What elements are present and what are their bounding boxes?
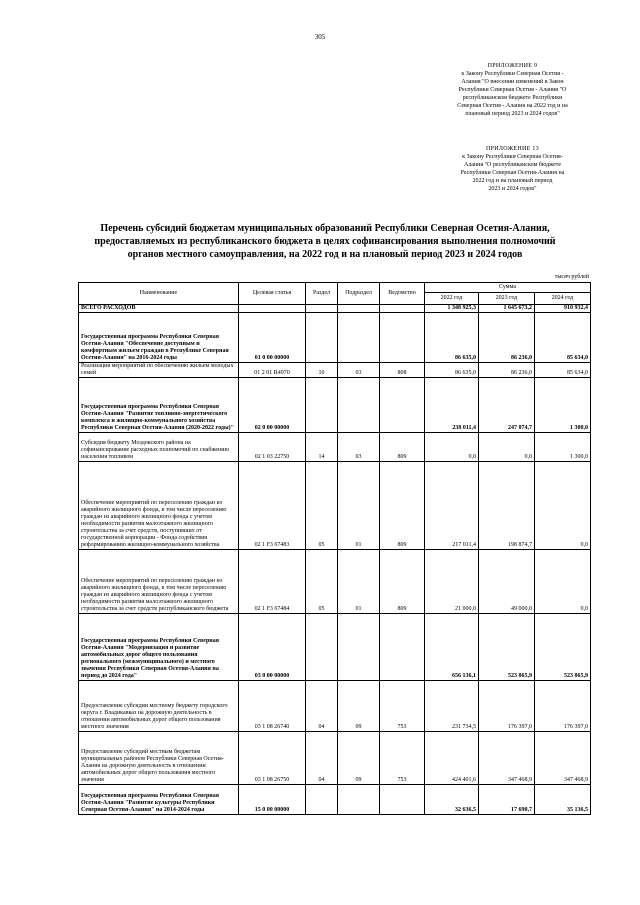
table-row xyxy=(79,313,591,363)
row-value-2022: 424 401,6 xyxy=(425,732,479,785)
appendix-9-line: Алания "О внесении изменений в Закон xyxy=(461,79,564,85)
row-value-2022: 656 136,1 xyxy=(425,614,479,681)
empty-cell xyxy=(380,305,425,313)
row-subsection xyxy=(338,614,380,681)
row-subsection xyxy=(338,785,380,815)
row-subsection: 01 xyxy=(338,462,380,550)
row-subsection xyxy=(338,378,380,433)
row-value-2024: 347 468,9 xyxy=(535,732,591,785)
row-section: 04 xyxy=(306,681,338,732)
row-value-2022: 32 636,5 xyxy=(425,785,479,815)
row-subsection: 03 xyxy=(338,363,380,378)
row-target-article: 01 2 01 R4970 xyxy=(239,363,306,378)
row-value-2023: 523 865,9 xyxy=(479,614,535,681)
row-name: Субсидия бюджету Моздокского района на софинансирование расходных полномочий по снабжению населения топливом xyxy=(79,433,239,462)
appendix-13-title: ПРИЛОЖЕНИЕ 13 xyxy=(485,146,540,152)
row-value-2022: 0,0 xyxy=(425,433,479,462)
row-value-2024: 85 634,0 xyxy=(535,313,591,363)
page-number: 305 xyxy=(314,33,326,41)
document-title-line: Перечень субсидий бюджетам муниципальных образований Республики Северная Осетия-Алания, xyxy=(100,223,550,234)
row-name: Государственная программа Республики Северная Осетия-Алания "Развитие культуры Республики Северная Осетия-Алания" на 2014-2024 годы xyxy=(79,785,239,815)
appendix-9-line: плановый период 2023 и 2024 годов" xyxy=(465,111,560,117)
row-value-2022: 231 734,5 xyxy=(425,681,479,732)
table-row xyxy=(79,732,591,785)
row-value-2024: 85 634,0 xyxy=(535,363,591,378)
row-value-2022: 86 635,0 xyxy=(425,363,479,378)
row-department xyxy=(380,313,425,363)
row-value-2023: 347 468,9 xyxy=(479,732,535,785)
row-value-2024: 35 136,5 xyxy=(535,785,591,815)
row-name: Обеспечение мероприятий по переселению граждан из аварийного жилищного фонда, в том числе переселению граждан из аварийного жилищного фонда с учетом необходимости развития малоэтажного жилищного строительства за счет средств, поступивших от государственной корпорации - Фонда содействия реформированию жилищно-коммунального хозяйства xyxy=(79,462,239,550)
row-subsection: 01 xyxy=(338,550,380,614)
row-department xyxy=(380,614,425,681)
empty-cell xyxy=(306,305,338,313)
row-value-2023: 198 874,7 xyxy=(479,462,535,550)
table-row xyxy=(79,378,591,433)
row-department xyxy=(380,785,425,815)
row-name: Предоставление субсидии местному бюджету городского округа г. Владикавказ на дорожную деятельность в отношении автомобильных дорог общего пользования местного значения xyxy=(79,681,239,732)
row-value-2022: 86 635,0 xyxy=(425,313,479,363)
row-target-article: 02 0 00 00000 xyxy=(239,378,306,433)
header-subsection: Подраздел xyxy=(338,283,380,305)
total-2023: 1 645 673,2 xyxy=(479,305,535,313)
row-value-2023: 17 690,7 xyxy=(479,785,535,815)
table-row xyxy=(79,363,591,378)
appendix-13-line: 2022 год и на плановый период xyxy=(472,178,553,184)
appendix-9-line: республиканском бюджете Республики xyxy=(462,95,563,101)
header-year-2024: 2024 год xyxy=(535,293,591,305)
table-row xyxy=(79,433,591,462)
row-value-2024: 523 865,9 xyxy=(535,614,591,681)
row-target-article: 03 1 08 26750 xyxy=(239,732,306,785)
row-department: 753 xyxy=(380,732,425,785)
row-target-article: 01 0 00 00000 xyxy=(239,313,306,363)
row-value-2023: 86 236,0 xyxy=(479,313,535,363)
header-target-article: Целевая статья xyxy=(239,283,306,305)
table-row xyxy=(79,550,591,614)
row-value-2023: 49 000,0 xyxy=(479,550,535,614)
appendix-13-line: Алания "О республиканском бюджете xyxy=(463,162,562,168)
appendix-9-title: ПРИЛОЖЕНИЕ 9 xyxy=(487,63,538,69)
row-target-article: 03 1 08 26740 xyxy=(239,681,306,732)
document-title-line: предоставляемых из республиканского бюджета в целях софинансирования выполнения полномочий xyxy=(94,236,556,247)
units-label: тысяч рублей xyxy=(554,274,589,280)
row-target-article: 03 0 00 00000 xyxy=(239,614,306,681)
row-value-2024: 176 397,0 xyxy=(535,681,591,732)
header-year-2022: 2022 год xyxy=(425,293,479,305)
row-section xyxy=(306,785,338,815)
row-value-2023: 86 236,0 xyxy=(479,363,535,378)
row-name: Предоставление субсидий местным бюджетам муниципальных районов Республики Северная Осетия-Алания на дорожную деятельность в отношении автомобильных дорог общего пользования местного значения xyxy=(79,732,239,785)
table-row xyxy=(79,681,591,732)
row-department: 808 xyxy=(380,363,425,378)
row-name: Обеспечение мероприятий по переселению граждан из аварийного жилищного фонда, в том числе переселению граждан из аварийного жилищного фонда с учетом необходимости развития малоэтажного жилищного строительства за счет средств республиканского бюджета xyxy=(79,550,239,614)
row-value-2024: 1 300,0 xyxy=(535,378,591,433)
row-value-2024: 1 300,0 xyxy=(535,433,591,462)
row-value-2023: 0,0 xyxy=(479,433,535,462)
row-department: 809 xyxy=(380,550,425,614)
appendix-9-line: к Закону Республики Северная Осетия - xyxy=(461,71,564,77)
appendix-9-line: Северная Осетия - Алания на 2022 год и на xyxy=(457,103,568,109)
row-name: Государственная программа Республики Северная Осетия-Алания "Обеспечение доступным и комфортным жильем граждан в Республике Северная Осетия-Алания" на 2016-2024 годы xyxy=(79,313,239,363)
row-subsection xyxy=(338,313,380,363)
appendix-9-line: Республики Северная Осетия - Алания "О xyxy=(458,87,567,93)
empty-cell xyxy=(239,305,306,313)
table-row xyxy=(79,614,591,681)
row-value-2023: 247 874,7 xyxy=(479,378,535,433)
row-section: 14 xyxy=(306,433,338,462)
row-value-2024: 0,0 xyxy=(535,550,591,614)
appendix-13-note xyxy=(420,145,605,193)
row-subsection: 09 xyxy=(338,681,380,732)
header-year-2023: 2023 год xyxy=(479,293,535,305)
row-target-article: 02 1 F3 67484 xyxy=(239,550,306,614)
row-subsection: 09 xyxy=(338,732,380,785)
row-value-2022: 217 011,4 xyxy=(425,462,479,550)
row-value-2024: 0,0 xyxy=(535,462,591,550)
total-2024: 910 932,4 xyxy=(535,305,591,313)
header-name: Наименование xyxy=(79,283,239,305)
appendix-13-line: к Закону Республики Северная Осетия- xyxy=(462,154,563,160)
row-target-article: 02 1 03 22750 xyxy=(239,433,306,462)
table-row xyxy=(79,462,591,550)
row-department: 809 xyxy=(380,462,425,550)
total-name: ВСЕГО РАСХОДОВ xyxy=(79,305,239,313)
row-target-article: 02 1 F3 67483 xyxy=(239,462,306,550)
row-target-article: 15 0 00 00000 xyxy=(239,785,306,815)
row-section: 05 xyxy=(306,462,338,550)
header-sum: Сумма xyxy=(425,283,591,293)
total-2022: 1 348 925,3 xyxy=(425,305,479,313)
appendix-9-note xyxy=(420,62,605,118)
row-department: 809 xyxy=(380,433,425,462)
document-title-line: органов местного самоуправления, на 2022 год и на плановый период 2023 и 2024 годов xyxy=(127,249,523,260)
row-department: 753 xyxy=(380,681,425,732)
row-section: 05 xyxy=(306,550,338,614)
row-value-2022: 238 011,4 xyxy=(425,378,479,433)
document-title xyxy=(70,222,580,261)
subsidies-table xyxy=(78,282,591,815)
row-section xyxy=(306,378,338,433)
row-section: 04 xyxy=(306,732,338,785)
row-subsection: 03 xyxy=(338,433,380,462)
appendix-13-line: 2023 и 2024 годов" xyxy=(488,186,537,192)
row-section xyxy=(306,614,338,681)
row-section xyxy=(306,313,338,363)
total-row xyxy=(79,305,591,313)
header-section: Раздел xyxy=(306,283,338,305)
appendix-13-line: Республики Северная Осетия-Алания на xyxy=(460,170,565,176)
row-value-2023: 176 397,0 xyxy=(479,681,535,732)
row-section: 10 xyxy=(306,363,338,378)
empty-cell xyxy=(338,305,380,313)
table-row xyxy=(79,785,591,815)
row-name: Реализация мероприятий по обеспечению жильем молодых семей xyxy=(79,363,239,378)
row-name: Государственная программа Республики Северная Осетия-Алания "Развитие топливно-энергетического комплекса и жилищно-коммунального хозяйства Республики Северная Осетия-Алания (2020-2022 годы)" xyxy=(79,378,239,433)
header-department: Ведомство xyxy=(380,283,425,305)
row-value-2022: 21 000,0 xyxy=(425,550,479,614)
row-department xyxy=(380,378,425,433)
row-name: Государственная программа Республики Северная Осетия-Алания "Модернизация и развитие автомобильных дорог общего пользования регионального (межмуниципального) и местного значения Республики Северная Осетия-Алания на период до 2024 года" xyxy=(79,614,239,681)
